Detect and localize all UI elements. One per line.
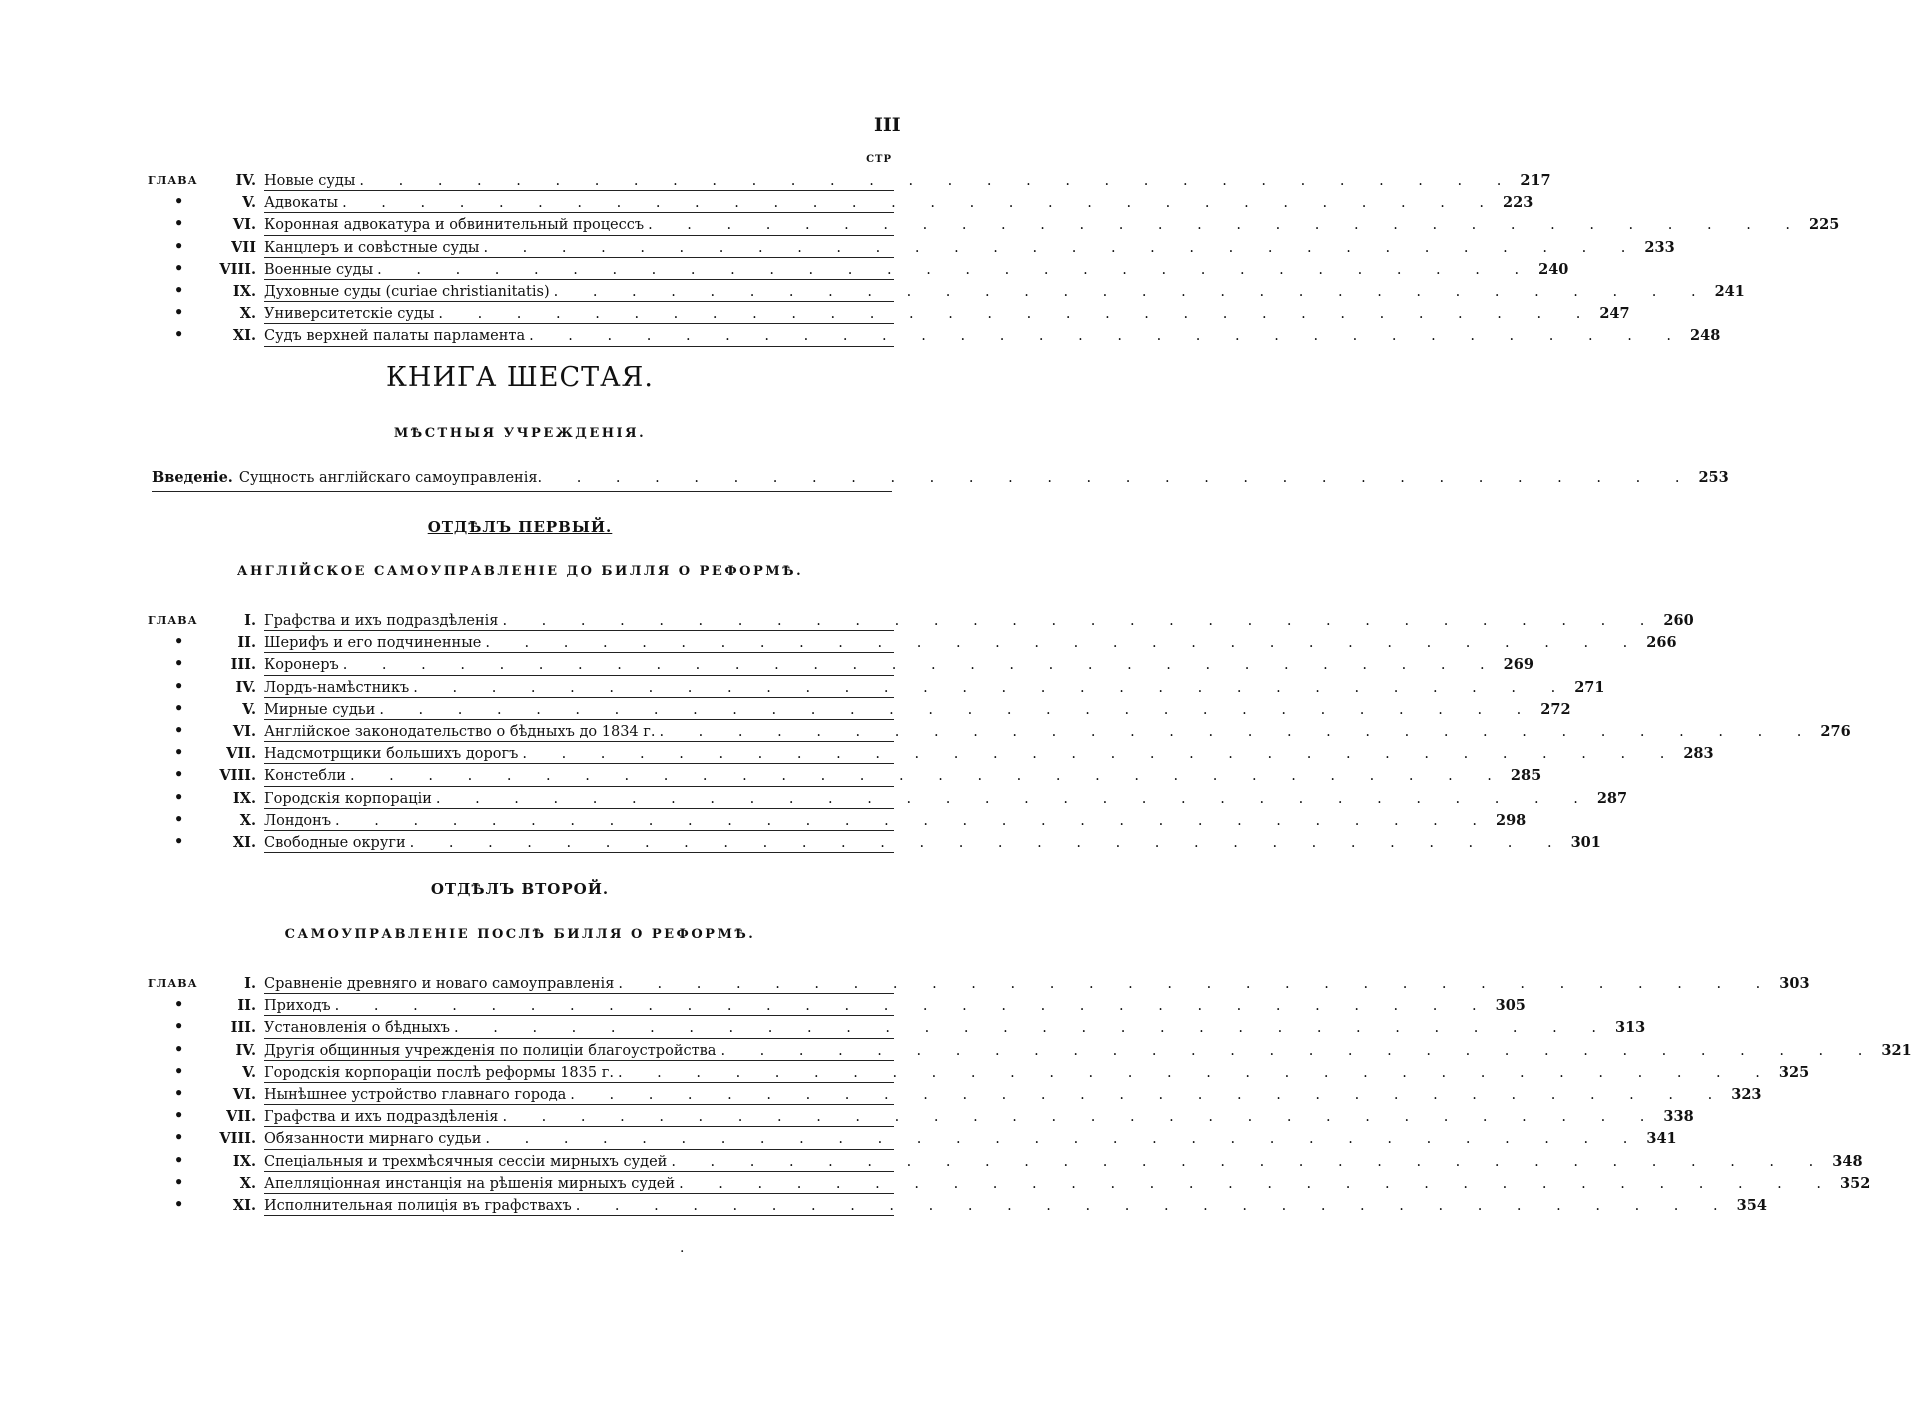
dot-leader: . . . . . . . . . . . . . . . . . . . . . . . . . . . . . . <box>570 1086 1728 1103</box>
entry-page: 225 <box>1809 216 1840 234</box>
chapter-number: X. <box>239 811 256 829</box>
chapter-number: I. <box>244 975 256 992</box>
glava-label: ГЛАВА <box>148 614 198 627</box>
intro-page: 253 <box>1698 469 1729 486</box>
dept2-title: ОТДѢЛЪ ВТОРОЙ. <box>430 880 610 898</box>
ditto-mark: • <box>174 1018 184 1036</box>
ditto-mark: • <box>174 1040 184 1058</box>
entry-title: Спеціальныя и трехмѣсячныя сессіи мирныхъ судей <box>264 1153 668 1170</box>
entry-page: 313 <box>1614 1019 1646 1037</box>
ditto-mark: • <box>174 788 184 806</box>
entry-page: 276 <box>1820 722 1851 740</box>
entry-page: 301 <box>1570 833 1601 851</box>
chapter-number: IX. <box>232 1152 256 1170</box>
dot-leader: . . . . . . . . . . . . . . . . . . . . . . . . . . . . . . <box>648 217 1806 234</box>
dept1-title-text: ОТДѢЛЪ ПЕРВЫЙ. <box>427 518 613 536</box>
chapter-number: X. <box>239 305 256 323</box>
dot-leader: . . . . . . . . . . . . . . . . . . . . . . . . . . . . . . <box>483 239 1641 256</box>
entry-title: Коронная адвокатура и обвинительный процессъ <box>264 217 645 234</box>
toc-entry[interactable] <box>148 325 1721 347</box>
entry-page: 352 <box>1840 1174 1871 1192</box>
toc-entry[interactable] <box>148 259 1569 281</box>
dot-leader: . . . . . . . . . . . . . . . . . . . . . . . . . . . . . . <box>522 746 1680 763</box>
entry-title: Констебли <box>264 768 346 785</box>
toc-entry[interactable] <box>148 699 1571 721</box>
toc-entry[interactable] <box>148 237 1675 259</box>
toc-entry[interactable] <box>148 170 1551 192</box>
entry-page: 303 <box>1779 975 1810 992</box>
chapter-number: III. <box>230 1019 256 1037</box>
toc-entry[interactable] <box>148 1017 1646 1039</box>
chapter-number: VII <box>231 238 256 256</box>
entry-page: 287 <box>1596 789 1628 807</box>
chapter-number: VI. <box>232 216 256 234</box>
dot-leader: . . . . . . . . . . . . . . . . . . . . . . . . . . . . . . <box>334 998 1492 1015</box>
ditto-mark: • <box>174 1107 184 1125</box>
entry-title: Англійское законодательство о бѣдныхъ до 1834 г. <box>264 723 656 740</box>
toc-section-courts <box>148 148 1840 348</box>
entry-title: Апелляціонная инстанція на рѣшенія мирныхъ судей <box>264 1175 676 1192</box>
dot-leader: . . . . . . . . . . . . . . . . . . . . . . . . . . . . . . <box>413 679 1571 696</box>
dot-leader: . . . . . . . . . . . . . . . . . . . . . . . . . . . . . . <box>485 635 1643 652</box>
toc-list <box>148 170 1840 348</box>
toc-entry[interactable] <box>148 973 1810 995</box>
dept1-title <box>0 518 1040 536</box>
entry-page: 338 <box>1663 1108 1694 1126</box>
entry-title: Нынѣшнее устройство главнаго города <box>264 1086 567 1103</box>
chapter-number: XI. <box>232 327 256 345</box>
entry-page: 321 <box>1881 1041 1912 1059</box>
dot-leader: . . . . . . . . . . . . . . . . . . . . . . . . . . . . . . <box>502 613 1660 629</box>
entry-title: Лондонъ <box>264 812 332 829</box>
dot-leader: . . . . . . . . . . . . . . . . . . . . . . . . . . . . . . <box>335 812 1492 829</box>
entry-page: 283 <box>1683 745 1714 763</box>
ditto-mark: • <box>174 699 184 717</box>
toc-entry[interactable] <box>148 721 1851 743</box>
entry-title: Свободные округи <box>264 834 406 851</box>
chapter-number: IX. <box>232 282 256 300</box>
entry-title: Духовные суды (curiae christianitatis) <box>264 283 550 300</box>
ditto-mark: • <box>174 996 184 1014</box>
dot-leader: . . . . . . . . . . . . . . . . . . . . . . . . . . . . . . <box>377 261 1535 278</box>
dot-leader: . . . . . . . . . . . . . . . . . . . . . . . . . . . . . . <box>671 1153 1829 1170</box>
entry-title: Приходъ <box>264 998 331 1015</box>
ditto-mark: • <box>174 193 184 211</box>
column-header <box>148 148 894 170</box>
toc-entry[interactable] <box>148 1128 1677 1150</box>
entry-page: 217 <box>1520 172 1551 189</box>
toc-intro-row[interactable] <box>152 467 1729 492</box>
ditto-mark: • <box>174 215 184 233</box>
dept2-subtitle: САМОУПРАВЛЕНІЕ ПОСЛѢ БИЛЛЯ О РЕФОРМѢ. <box>284 927 756 942</box>
toc-entry[interactable] <box>148 995 1526 1017</box>
chapter-number: VIII. <box>219 1130 256 1148</box>
toc-entry[interactable] <box>148 743 1714 765</box>
chapter-number: II. <box>237 997 256 1015</box>
ditto-mark: • <box>174 1084 184 1102</box>
glava-label: ГЛАВА <box>148 174 198 187</box>
toc-entry[interactable] <box>148 214 1840 236</box>
chapter-number: IV. <box>235 678 256 696</box>
dot-leader: . . . . . . . . . . . . . . . . . . . . . . . . . . . . . . <box>553 283 1711 300</box>
entry-title: Сравненіе древняго и новаго самоуправленія <box>264 976 615 992</box>
toc-list <box>148 610 1851 854</box>
entry-page: 233 <box>1644 238 1675 256</box>
entry-page: 325 <box>1778 1063 1810 1081</box>
toc-entry[interactable] <box>148 677 1605 699</box>
entry-title: Новые суды <box>264 173 356 189</box>
chapter-number: VI. <box>232 722 256 740</box>
entry-title: Лордъ-намѣстникъ <box>264 679 410 696</box>
entry-page: 240 <box>1538 260 1569 278</box>
entry-page: 248 <box>1690 327 1721 345</box>
ditto-mark: • <box>174 259 184 277</box>
column-header-label: СТР <box>866 154 892 165</box>
entry-page: 223 <box>1503 194 1534 212</box>
dot-leader: . . . . . . . . . . . . . . . . . . . . . . . . . . . . . . <box>485 1131 1643 1148</box>
chapter-number: I. <box>244 612 256 629</box>
chapter-number: V. <box>242 1063 256 1081</box>
entry-page: 354 <box>1736 1196 1767 1214</box>
chapter-number: XI. <box>232 1196 256 1214</box>
entry-title: Обязанности мирнаго судьи <box>264 1131 482 1148</box>
dot-leader: . . . . . . . . . . . . . . . . . . . . . . . . . . . . . . <box>720 1042 1878 1059</box>
entry-title: Военные суды <box>264 261 374 278</box>
dot-leader: . . . . . . . . . . . . . . . . . . . . . . . . . . . . . . <box>435 790 1593 807</box>
toc-entry[interactable] <box>148 1173 1871 1195</box>
dot-leader: . . . . . . . . . . . . . . . . . . . . . . . . . . . . . . <box>537 470 1695 486</box>
entry-title: Исполнительная полиція въ графствахъ <box>264 1197 572 1214</box>
chapter-number: III. <box>230 656 256 674</box>
book-subtitle: МѢСТНЫЯ УЧРЕЖДЕНІЯ. <box>393 426 647 441</box>
entry-page: 341 <box>1646 1130 1677 1148</box>
chapter-number: IV. <box>235 1041 256 1059</box>
dot-leader: . . . . . . . . . . . . . . . . . . . . . . . . . . . . . . <box>342 195 1500 212</box>
entry-title: Университетскіе суды <box>264 306 435 323</box>
ditto-mark: • <box>174 677 184 695</box>
glava-label: ГЛАВА <box>148 977 198 990</box>
ditto-mark: • <box>174 304 184 322</box>
entry-title: Судъ верхней палаты парламента <box>264 328 526 345</box>
entry-title: Городскія корпораціи послѣ реформы 1835 г. <box>264 1064 614 1081</box>
toc-entry[interactable] <box>148 192 1534 214</box>
entry-page: 266 <box>1646 634 1677 652</box>
chapter-number: IV. <box>235 172 256 189</box>
entry-page: 285 <box>1510 767 1542 785</box>
toc-entry[interactable] <box>148 832 1601 854</box>
book-title: КНИГА ШЕСТАЯ. <box>386 362 654 393</box>
ditto-mark: • <box>174 1195 184 1213</box>
chapter-number: V. <box>242 700 256 718</box>
ditto-mark: • <box>174 832 184 850</box>
toc-entry[interactable] <box>148 303 1630 325</box>
entry-title: Коронеръ <box>264 657 339 674</box>
chapter-number: II. <box>237 634 256 652</box>
toc-entry[interactable] <box>148 1106 1694 1128</box>
dot-leader: . . . . . . . . . . . . . . . . . . . . . . . . . . . . . . <box>679 1175 1837 1192</box>
entry-title: Мирные судьи <box>264 701 376 718</box>
chapter-number: X. <box>239 1174 256 1192</box>
entry-title: Графства и ихъ подраздѣленія <box>264 1109 499 1126</box>
toc-entry[interactable] <box>148 1151 1863 1173</box>
ditto-mark: • <box>174 744 184 762</box>
toc-entry[interactable] <box>148 654 1534 676</box>
toc-entry[interactable] <box>148 765 1542 787</box>
entry-title: Другія общинныя учрежденія по полиціи благоустройства <box>264 1042 717 1059</box>
entry-page: 272 <box>1540 700 1571 718</box>
entry-title: Шерифъ и его подчиненные <box>264 635 482 652</box>
dot-leader: . . . . . . . . . . . . . . . . . . . . . . . . . . . . . . <box>618 976 1776 992</box>
chapter-number: VII. <box>226 745 256 763</box>
dot-leader: . . . . . . . . . . . . . . . . . . . . . . . . . . . . . . <box>359 173 1517 189</box>
ditto-mark: • <box>174 1173 184 1191</box>
ditto-mark: • <box>174 237 184 255</box>
ditto-mark: • <box>174 1062 184 1080</box>
page-number: III <box>874 114 901 136</box>
dot-leader: . . . . . . . . . . . . . . . . . . . . . . . . . . . . . . <box>502 1109 1660 1126</box>
chapter-number: V. <box>242 194 256 212</box>
dot-leader: . . . . . . . . . . . . . . . . . . . . . . . . . . . . . . <box>529 328 1687 345</box>
chapter-number: XI. <box>232 833 256 851</box>
entry-page: 348 <box>1832 1152 1863 1170</box>
dot-leader: . . . . . . . . . . . . . . . . . . . . . . . . . . . . . . <box>454 1020 1611 1037</box>
ditto-mark: • <box>174 633 184 651</box>
toc-entry[interactable] <box>148 281 1745 303</box>
dot-leader: . . . . . . . . . . . . . . . . . . . . . . . . . . . . . . <box>617 1064 1775 1081</box>
entry-title: Адвокаты <box>264 195 339 212</box>
ditto-mark: • <box>174 326 184 344</box>
dot-leader: . . . . . . . . . . . . . . . . . . . . . . . . . . . . . . <box>342 657 1500 674</box>
entry-title: Графства и ихъ подраздѣленія <box>264 613 499 629</box>
entry-page: 269 <box>1503 656 1534 674</box>
dept1-subtitle: АНГЛІЙСКОЕ САМОУПРАВЛЕНІЕ ДО БИЛЛЯ О РЕФОРМѢ. <box>236 564 804 579</box>
toc-section-dept2 <box>148 973 1912 1217</box>
toc-entry[interactable] <box>148 788 1628 810</box>
entry-page: 241 <box>1714 282 1745 300</box>
dot-leader: . . . . . . . . . . . . . . . . . . . . . . . . . . . . . . <box>575 1197 1733 1214</box>
ditto-mark: • <box>174 721 184 739</box>
dot-leader: . . . . . . . . . . . . . . . . . . . . . . . . . . . . . . <box>659 723 1817 740</box>
entry-page: 247 <box>1599 305 1630 323</box>
intro-lead: Введеніе. <box>152 469 233 486</box>
toc-entry[interactable] <box>148 610 1694 632</box>
ditto-mark: • <box>174 1151 184 1169</box>
entry-page: 298 <box>1496 811 1527 829</box>
toc-list <box>148 973 1912 1217</box>
chapter-number: IX. <box>232 789 256 807</box>
entry-page: 305 <box>1495 997 1526 1015</box>
toc-entry[interactable] <box>148 1062 1810 1084</box>
ditto-mark: • <box>174 766 184 784</box>
ditto-mark: • <box>174 810 184 828</box>
toc-entry[interactable] <box>148 1084 1762 1106</box>
dot-leader: . . . . . . . . . . . . . . . . . . . . . . . . . . . . . . <box>379 701 1537 718</box>
dot-leader: . . . . . . . . . . . . . . . . . . . . . . . . . . . . . . <box>349 768 1507 785</box>
chapter-number: VI. <box>232 1085 256 1103</box>
entry-title: Установленія о бѣдныхъ <box>264 1020 451 1037</box>
toc-section-dept1 <box>148 610 1851 854</box>
toc-entry[interactable] <box>148 632 1677 654</box>
toc-entry[interactable] <box>148 1040 1912 1062</box>
chapter-number: VIII. <box>219 260 256 278</box>
ditto-mark: • <box>174 655 184 673</box>
chapter-number: VIII. <box>219 767 256 785</box>
toc-entry[interactable] <box>148 810 1527 832</box>
dot-leader: . . . . . . . . . . . . . . . . . . . . . . . . . . . . . . <box>438 306 1596 323</box>
entry-title: Надсмотрщики большихъ дорогъ <box>264 746 519 763</box>
entry-page: 323 <box>1731 1085 1762 1103</box>
toc-entry[interactable] <box>148 1195 1767 1217</box>
dot-leader: . . . . . . . . . . . . . . . . . . . . . . . . . . . . . . <box>409 834 1567 851</box>
entry-title: Городскія корпораціи <box>264 790 432 807</box>
stray-mark: · <box>680 1244 685 1260</box>
entry-title: Канцлеръ и совѣстные суды <box>264 239 480 256</box>
ditto-mark: • <box>174 281 184 299</box>
ditto-mark: • <box>174 1129 184 1147</box>
entry-page: 260 <box>1663 612 1694 629</box>
intro-title: Сущность англійскаго самоуправленія <box>238 470 538 486</box>
entry-page: 271 <box>1574 678 1605 696</box>
chapter-number: VII. <box>226 1108 256 1126</box>
